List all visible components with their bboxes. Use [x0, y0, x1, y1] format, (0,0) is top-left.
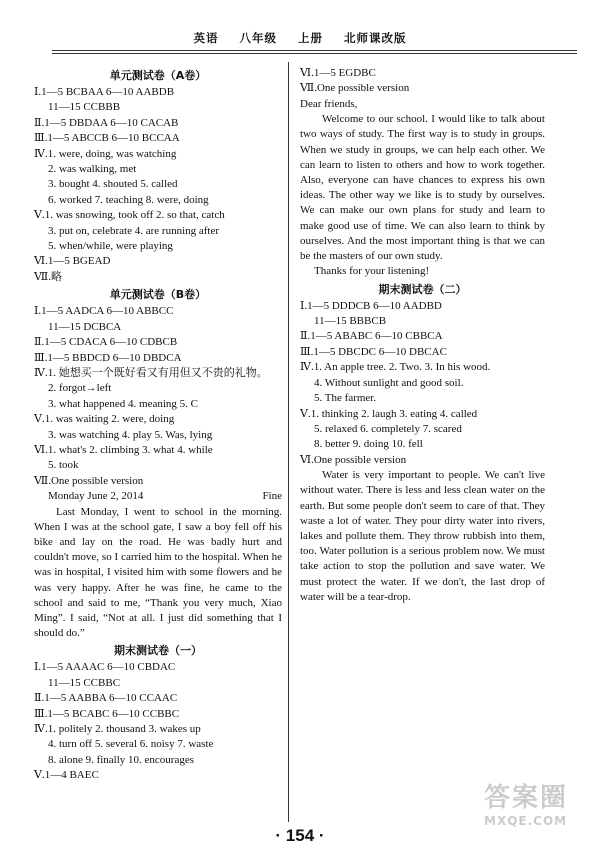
answer-line: Ⅰ.1—5 AADCA 6—10 ABBCC — [34, 305, 174, 318]
section-heading: 期末测试卷（二） — [378, 282, 467, 296]
answer-line: Ⅳ.1. were, doing, was watching — [34, 147, 177, 160]
header-grade: 八年级 — [239, 31, 277, 45]
answer-line: Ⅱ.1—5 ABABC 6—10 CBBCA — [300, 330, 443, 343]
answer-line: Ⅳ.1. 她想买一个既好看又有用但又不贵的礼物。 — [34, 366, 268, 379]
answer-line: 5. when/while, were playing — [48, 240, 173, 253]
answer-line: 8. better 9. doing 10. fell — [314, 438, 423, 451]
answer-line: Ⅵ.1. what's 2. climbing 3. what 4. while — [34, 443, 213, 456]
answer-line: 5. The farmer. — [314, 392, 377, 405]
header-edition: 北师课改版 — [344, 31, 407, 45]
answer-line: 2. forgot→left — [48, 382, 112, 395]
watermark-bottom: MXQE.COM — [484, 814, 568, 828]
answer-line: Ⅰ.1—5 DDDCB 6—10 AADBD — [300, 299, 442, 312]
answer-line: 3. bought 4. shouted 5. called — [48, 178, 178, 191]
answer-line: Ⅰ.1—5 BCBAA 6—10 AABDB — [34, 86, 175, 98]
answer-line: Ⅴ.1. was waiting 2. were, doing — [34, 413, 175, 426]
essay-paragraph: Water is very important to people. We can't live without water. There is less and less clean water on the earth. But some people don't seem to care of that. They waste a lot of water. They pour dirty water into rivers, lakes and pollute them. They throw rubbish into them, too. Water pollution is a serious problem now. We must take action to stop the pollution and save water. We must protect the water. If we don't, the last drop of water will be a tear-drop. — [300, 469, 545, 603]
essay-paragraph: Last Monday, I went to school in the morning. When I was at the school gate, I saw a boy fell off his bike and lay on the road. He was badly hurt and couldn't move, so I carried him to the hospital. When he was in hospital, I visited him with some flowers and he was very happy. After he was fine, he came to the school and said to me, “Thank you very much, Xiao Ming”. I said, “Not at all. I just did something that I should do.” — [34, 505, 282, 640]
answer-line: Ⅲ.1—5 BBDCD 6—10 DBDCA — [34, 351, 182, 364]
diary-weather: Fine — [262, 490, 282, 503]
answer-line: Thanks for your listening! — [314, 265, 430, 278]
answer-line: Ⅳ.1. politely 2. thousand 3. wakes up — [34, 723, 201, 736]
answer-line: 4. turn off 5. several 6. noisy 7. waste — [48, 738, 214, 751]
header-volume: 上册 — [298, 31, 323, 45]
answer-line: Ⅳ.1. An apple tree. 2. Two. 3. In his wood. — [300, 361, 491, 374]
answer-line: Dear friends, — [300, 97, 358, 110]
left-column — [34, 66, 282, 784]
answer-line: 6. worked 7. teaching 8. were, doing — [48, 193, 209, 206]
watermark-top: 答案圈 — [484, 783, 569, 813]
answer-line: 2. was walking, met — [48, 163, 137, 176]
right-column — [300, 66, 545, 605]
answer-line: Ⅵ.1—5 BGEAD — [34, 255, 111, 268]
answer-line: 5. relaxed 6. completely 7. scared — [314, 422, 462, 435]
answer-line: Ⅱ.1—5 AABBA 6—10 CCAAC — [34, 692, 178, 705]
header-subject: 英语 — [193, 31, 219, 45]
answer-line: 3. was watching 4. play 5. Was, lying — [48, 428, 213, 441]
section-heading: 单元测试卷（A卷） — [109, 69, 207, 82]
answer-line: Ⅴ.1. thinking 2. laugh 3. eating 4. called — [300, 407, 478, 420]
answer-line: Ⅵ.One possible version — [300, 453, 407, 466]
answer-line: Ⅲ.1—5 DBCDC 6—10 DBCAC — [300, 345, 447, 358]
answer-line: Ⅶ.One possible version — [34, 474, 144, 487]
answer-line: Ⅱ.1—5 DBDAA 6—10 CACAB — [34, 116, 179, 129]
answer-line: Ⅱ.1—5 CDACA 6—10 CDBCB — [34, 336, 178, 349]
answer-line: 4. Without sunlight and good soil. — [314, 376, 464, 389]
page-number: · 154 · — [275, 826, 325, 845]
section-heading: 单元测试卷（B卷） — [109, 288, 207, 302]
answer-line: 11—15 BBBCB — [314, 315, 387, 328]
answer-line: Ⅲ.1—5 ABCCB 6—10 BCCAA — [34, 132, 180, 145]
column-divider — [288, 62, 289, 822]
answer-line: 11—15 DCBCA — [48, 320, 122, 333]
answer-line: 8. alone 9. finally 10. encourages — [48, 753, 195, 766]
answer-line: Ⅵ.1—5 EGDBC — [300, 67, 376, 79]
answer-line: 3. put on, celebrate 4. are running after — [48, 224, 220, 237]
answer-line: Ⅰ.1—5 AAAAC 6—10 CBDAC — [34, 661, 176, 674]
answer-line: Ⅴ.1—4 BAEC — [34, 769, 99, 782]
essay-paragraph: Welcome to our school. I would like to talk about two ways of study. The first way is to study in groups. When we study in groups, we can help each other. We can learn to listen to others and how to work together. Also, everyone can have chances to express his own ideas. The other way we like is to study by ourselves. We can make our own plans for study and learn to make good use of time. We can also learn to think by ourselves. And the most important thing is that we can be the masters of our own study. — [300, 113, 545, 263]
diary-date-line — [34, 489, 282, 504]
header-rule-bottom — [52, 53, 577, 54]
running-header — [0, 30, 600, 46]
answer-line: Ⅴ.1. was snowing, took off 2. so that, catch — [34, 209, 225, 222]
answer-line: 3. what happened 4. meaning 5. C — [48, 397, 198, 410]
answer-line: 5. took — [48, 459, 79, 472]
section-heading: 期末测试卷（一） — [114, 644, 202, 658]
diary-date: Monday June 2, 2014 — [48, 490, 144, 503]
answer-line: Ⅲ.1—5 BCABC 6—10 CCBBC — [34, 707, 180, 720]
watermark-logo — [484, 777, 570, 833]
answer-line: 11—15 CCBBC — [48, 676, 121, 689]
answer-line: 11—15 CCBBB — [48, 101, 121, 114]
answer-line: Ⅶ.略 — [34, 270, 62, 283]
header-rule-top — [52, 50, 577, 51]
answer-line: Ⅶ.One possible version — [300, 82, 410, 95]
